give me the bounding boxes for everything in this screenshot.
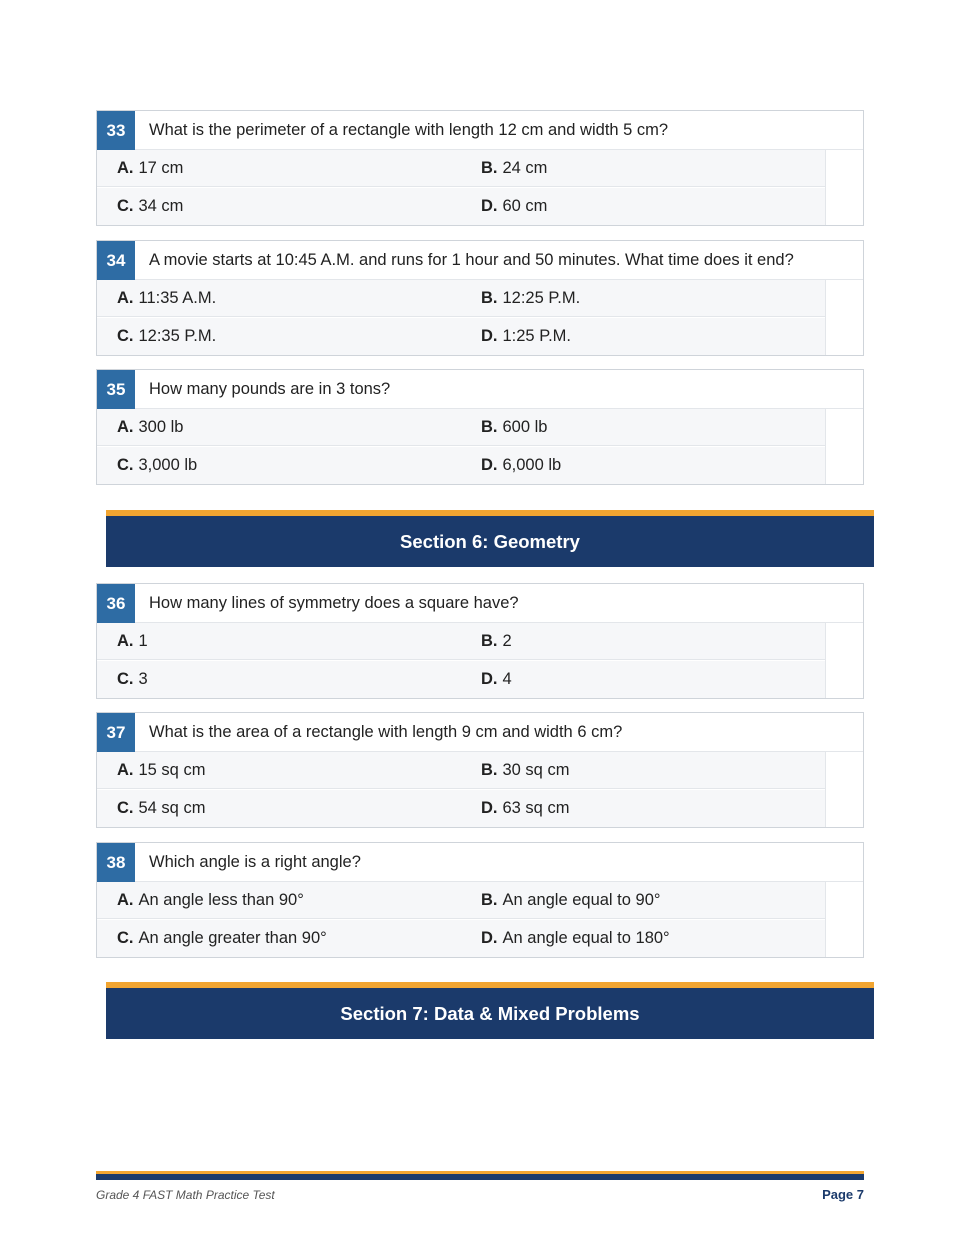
- question-number: 37: [97, 713, 135, 752]
- question-header: [97, 370, 863, 409]
- option-a[interactable]: A. 17 cm: [117, 159, 184, 177]
- question-text: A movie starts at 10:45 A.M. and runs for 1 hour and 50 minutes. What time does it end?: [149, 251, 794, 269]
- option-d[interactable]: D. 1:25 P.M.: [481, 327, 571, 345]
- option-b[interactable]: B. 12:25 P.M.: [481, 289, 581, 307]
- option-c[interactable]: C. 3: [117, 670, 148, 688]
- section-header-geometry: [106, 510, 874, 567]
- options-row-1: [97, 752, 825, 789]
- option-d[interactable]: D. 4: [481, 670, 512, 688]
- options-row-1: [97, 409, 825, 446]
- option-b[interactable]: B. 2: [481, 632, 512, 650]
- question-text: What is the perimeter of a rectangle with length 12 cm and width 5 cm?: [149, 121, 669, 139]
- answer-box: [825, 409, 863, 484]
- options-row-1: [97, 280, 825, 317]
- question-header: [97, 241, 863, 280]
- option-a[interactable]: A. 15 sq cm: [117, 761, 206, 779]
- question-header: [97, 584, 863, 623]
- question-header: [97, 111, 863, 150]
- options-row-2: [97, 920, 825, 957]
- answer-box: [825, 882, 863, 957]
- option-c[interactable]: C. An angle greater than 90°: [117, 929, 327, 947]
- option-b[interactable]: B. 600 lb: [481, 418, 548, 436]
- option-c[interactable]: C. 12:35 P.M.: [117, 327, 217, 345]
- question-37: [96, 712, 864, 828]
- question-text: How many lines of symmetry does a square have?: [149, 594, 519, 612]
- option-b[interactable]: B. 24 cm: [481, 159, 548, 177]
- options-row-1: [97, 150, 825, 187]
- question-36: [96, 583, 864, 699]
- question-33: [96, 110, 864, 226]
- option-d[interactable]: D. 60 cm: [481, 197, 548, 215]
- answer-box: [825, 752, 863, 827]
- options-row-1: [97, 882, 825, 919]
- question-number: 38: [97, 843, 135, 882]
- question-35: [96, 369, 864, 485]
- footer-title: Grade 4 FAST Math Practice Test: [96, 1188, 275, 1202]
- option-c[interactable]: C. 34 cm: [117, 197, 184, 215]
- question-text: What is the area of a rectangle with length 9 cm and width 6 cm?: [149, 723, 623, 741]
- question-number: 33: [97, 111, 135, 150]
- options-row-2: [97, 661, 825, 698]
- option-b[interactable]: B. An angle equal to 90°: [481, 891, 661, 909]
- options-row-2: [97, 790, 825, 827]
- footer-rule: [96, 1171, 864, 1180]
- question-34: [96, 240, 864, 356]
- option-a[interactable]: A. 300 lb: [117, 418, 184, 436]
- option-a[interactable]: A. 11:35 A.M.: [117, 289, 217, 307]
- answer-box: [825, 150, 863, 225]
- option-d[interactable]: D. An angle equal to 180°: [481, 929, 670, 947]
- section-title: Section 7: Data & Mixed Problems: [340, 1002, 640, 1024]
- question-text: Which angle is a right angle?: [149, 853, 361, 871]
- question-38: [96, 842, 864, 958]
- options-row-2: [97, 188, 825, 225]
- answer-box: [825, 280, 863, 355]
- option-b[interactable]: B. 30 sq cm: [481, 761, 570, 779]
- options-row-1: [97, 623, 825, 660]
- question-number: 34: [97, 241, 135, 280]
- question-header: [97, 713, 863, 752]
- option-a[interactable]: A. An angle less than 90°: [117, 891, 304, 909]
- question-header: [97, 843, 863, 882]
- section-header-data-mixed: [106, 982, 874, 1039]
- option-c[interactable]: C. 3,000 lb: [117, 456, 198, 474]
- options-row-2: [97, 447, 825, 484]
- option-d[interactable]: D. 63 sq cm: [481, 799, 570, 817]
- section-title: Section 6: Geometry: [400, 530, 580, 552]
- option-c[interactable]: C. 54 sq cm: [117, 799, 206, 817]
- question-number: 36: [97, 584, 135, 623]
- option-d[interactable]: D. 6,000 lb: [481, 456, 562, 474]
- answer-box: [825, 623, 863, 698]
- option-a[interactable]: A. 1: [117, 632, 148, 650]
- question-number: 35: [97, 370, 135, 409]
- question-text: How many pounds are in 3 tons?: [149, 380, 391, 398]
- page-number: Page 7: [822, 1187, 864, 1202]
- options-row-2: [97, 318, 825, 355]
